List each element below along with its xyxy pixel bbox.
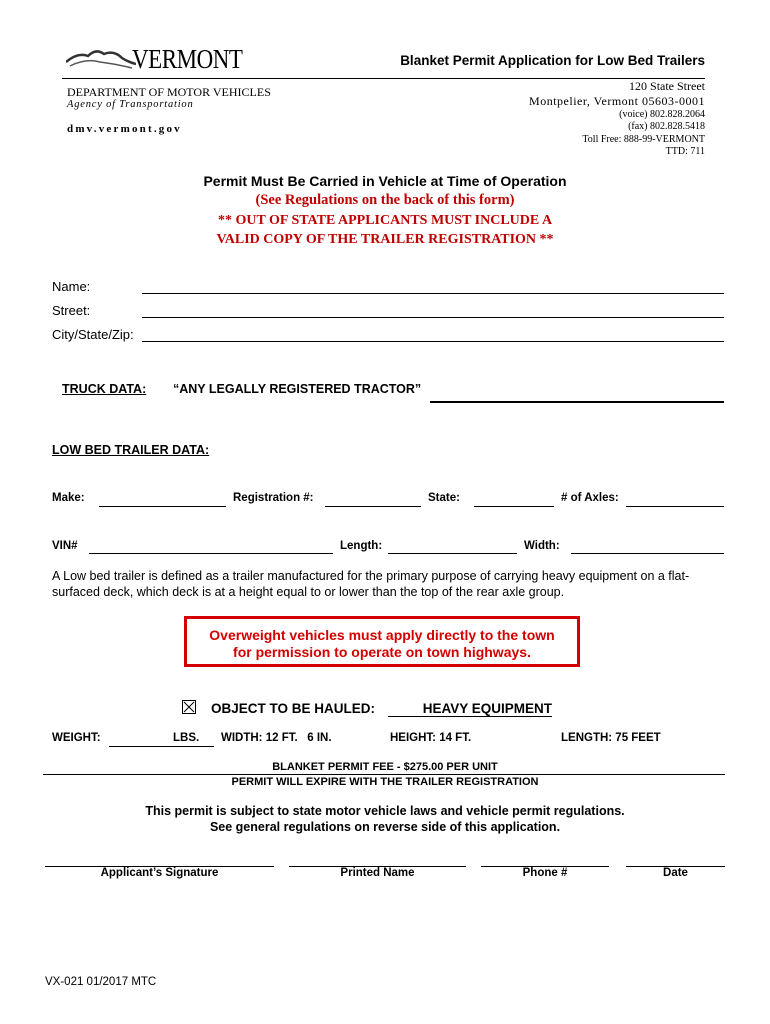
- height-value: HEIGHT: 14 FT.: [390, 732, 472, 744]
- toll-free-number: Toll Free: 888-99-VERMONT: [582, 134, 705, 145]
- city-state-zip-field[interactable]: [142, 341, 724, 342]
- lbs-label: LBS.: [173, 732, 200, 744]
- trailer-definition: A Low bed trailer is defined as a trailer manufactured for the primary purpose of carrying heavy equipment on a flat-surfaced deck, which deck is at a height equal to or lower than the top of the rear axle group.: [52, 569, 690, 599]
- checkbox-x-icon: [183, 701, 195, 713]
- length-field[interactable]: [388, 553, 517, 554]
- notice-carry-permit: Permit Must Be Carried in Vehicle at Time of Operation: [203, 173, 567, 189]
- make-field[interactable]: [99, 506, 226, 507]
- street-label: Street:: [52, 303, 91, 318]
- registration-label: Registration #:: [233, 492, 314, 504]
- fee-divider: [43, 774, 725, 775]
- weight-label: WEIGHT:: [52, 732, 101, 744]
- voice-number: (voice) 802.828.2064: [619, 109, 705, 120]
- subject-line-1: This permit is subject to state motor vehicle laws and vehicle permit regulations.: [145, 804, 625, 818]
- state-label: State:: [428, 492, 460, 504]
- truck-data-field[interactable]: [430, 401, 724, 403]
- logo-wordmark: VERMONT: [132, 44, 243, 74]
- permit-fee-text: BLANKET PERMIT FEE - $275.00 PER UNIT: [272, 761, 498, 773]
- notice-out-of-state-2: VALID COPY OF THE TRAILER REGISTRATION **: [216, 232, 554, 247]
- vermont-logo: [66, 44, 246, 74]
- fax-number: (fax) 802.828.5418: [628, 121, 705, 132]
- width-label: Width:: [524, 540, 560, 552]
- form-title: Blanket Permit Application for Low Bed Trailers: [400, 53, 705, 68]
- address-block: [450, 79, 705, 158]
- vin-field[interactable]: [89, 553, 333, 554]
- subject-line-2: See general regulations on reverse side of this application.: [209, 820, 561, 834]
- town-highway-warning: [184, 616, 580, 667]
- notice-see-regulations: (See Regulations on the back of this form): [255, 192, 515, 208]
- name-label: Name:: [52, 279, 91, 294]
- state-field[interactable]: [474, 506, 554, 507]
- ttd-number: TTD: 711: [665, 146, 705, 157]
- object-hauled-label: OBJECT TO BE HAULED:: [211, 701, 376, 716]
- weight-field[interactable]: [109, 746, 214, 747]
- date-label: Date: [663, 867, 688, 879]
- length-value: LENGTH: 75 FEET: [561, 732, 661, 744]
- city-state-zip-label: City/State/Zip:: [52, 327, 134, 342]
- warning-line-1: Overweight vehicles must apply directly to the town: [209, 627, 555, 643]
- axles-label: # of Axles:: [561, 492, 619, 504]
- street-field[interactable]: [142, 317, 724, 318]
- length-label: Length:: [340, 540, 383, 552]
- width-value: WIDTH: 12 FT. 6 IN.: [221, 732, 332, 744]
- fee-block: [0, 761, 770, 774]
- form-code: VX-021 01/2017 MTC: [45, 976, 157, 988]
- department-name: DEPARTMENT OF MOTOR VEHICLES: [67, 85, 271, 99]
- notice-out-of-state-1: ** OUT OF STATE APPLICANTS MUST INCLUDE A: [217, 213, 553, 228]
- phone-label: Phone #: [522, 867, 568, 879]
- address-street: 120 State Street: [629, 79, 705, 93]
- mountain-logo-icon: [66, 44, 136, 72]
- truck-data-value: “ANY LEGALLY REGISTERED TRACTOR”: [173, 382, 422, 396]
- warning-line-2: for permission to operate on town highways.: [233, 644, 531, 660]
- object-checkbox[interactable]: [182, 700, 196, 714]
- registration-field[interactable]: [325, 506, 421, 507]
- address-city: Montpelier, Vermont 05603-0001: [529, 94, 705, 108]
- permit-expiry-text: PERMIT WILL EXPIRE WITH THE TRAILER REGISTRATION: [231, 776, 539, 788]
- name-field[interactable]: [142, 293, 724, 294]
- vin-label: VIN#: [52, 540, 78, 552]
- width-field[interactable]: [571, 553, 724, 554]
- object-hauled-value: HEAVY EQUIPMENT: [388, 701, 552, 717]
- truck-data-label: TRUCK DATA:: [62, 382, 147, 396]
- notice-block: [0, 172, 770, 249]
- axles-field[interactable]: [626, 506, 724, 507]
- website-text: dmv.vermont.gov: [67, 123, 182, 135]
- printed-name-label: Printed Name: [340, 867, 415, 879]
- make-label: Make:: [52, 492, 85, 504]
- agency-name: Agency of Transportation: [67, 99, 194, 110]
- trailer-data-heading: LOW BED TRAILER DATA:: [52, 443, 210, 457]
- signature-label: Applicant’s Signature: [100, 867, 219, 879]
